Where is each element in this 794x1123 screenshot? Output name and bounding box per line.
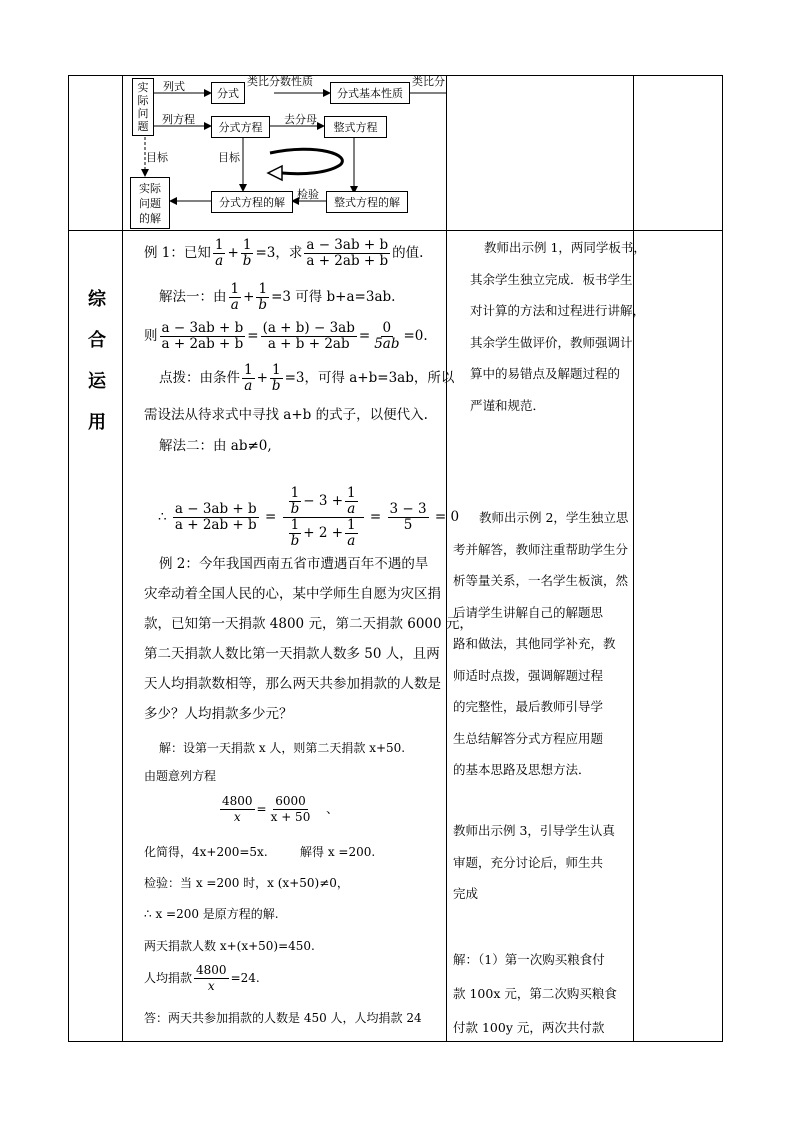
numerator	[283, 486, 364, 518]
denominator: 5	[403, 517, 413, 533]
fraction	[261, 321, 357, 352]
side-label-char: 合	[88, 330, 106, 351]
numerator: 1	[347, 517, 356, 533]
fraction	[160, 321, 246, 352]
sol2-line: 化简得，4x+200=5x.	[144, 845, 268, 859]
example-2-line: 例 2：今年我国西南五省市遭遇百年不遇的旱	[159, 556, 429, 572]
note-line: 严谨和规范．	[470, 397, 546, 413]
box-line: 的解	[139, 211, 161, 225]
denominator	[242, 379, 254, 394]
text: 解法一：由	[159, 289, 227, 305]
fraction	[289, 486, 302, 517]
example-2-line: 多少？人均捐款多少元？	[144, 706, 293, 722]
box-char: 实	[137, 81, 149, 94]
solution-1-line: 解法一：由 $\frac{1}{a}$ + $\frac{1}{b}$ =3 可得 b+a=3ab.	[159, 281, 396, 313]
text: − 3 +	[303, 493, 344, 509]
note-line: 解：（1）第一次购买粮食付	[453, 952, 605, 967]
denominator	[345, 534, 357, 549]
denominator	[213, 254, 225, 269]
text: =3 可得 b+a=3ab.	[271, 289, 396, 305]
box-fraction-equation: 分式方程	[211, 116, 270, 138]
numerator: 4800	[196, 963, 227, 977]
var: x	[233, 810, 241, 824]
text: = 0	[434, 509, 460, 525]
text: 例 1：已知	[144, 245, 211, 261]
numerator: 4800	[222, 794, 253, 808]
example-2-block	[144, 549, 473, 729]
fraction	[213, 238, 226, 269]
tip-line-2: 需设法从待求式中寻找 a+b 的式子，以便代入.	[144, 407, 428, 423]
denominator	[232, 810, 243, 825]
teacher-note-4	[453, 943, 617, 1045]
note-line: 生总结解答分式方程应用题	[453, 730, 604, 746]
note-line: 审题，充分讨论后，师生共	[453, 854, 604, 870]
note-line: 考并解答，教师注重帮助学生分	[453, 541, 629, 557]
box-integral-equation-solution: 整式方程的解	[326, 191, 408, 213]
fraction	[173, 502, 259, 533]
sol2-line	[144, 963, 260, 994]
text: 则	[144, 328, 158, 344]
fraction	[229, 282, 242, 313]
denominator	[206, 979, 217, 994]
var: a	[215, 253, 224, 269]
var: a	[347, 533, 356, 549]
sol2-line: 解：设第一天捐款 x 人，则第二天捐款 x+50.	[159, 741, 406, 755]
text: ∴	[158, 509, 167, 525]
side-label-char: 用	[88, 412, 106, 433]
denominator: a + 2ab + b	[161, 336, 244, 352]
text: 、	[326, 802, 339, 816]
denominator: a + 2ab + b	[174, 517, 257, 533]
denominator	[372, 337, 401, 352]
sol2-line: 解得 x =200.	[300, 845, 376, 859]
sol2-line: ∴ x =200 是原方程的解.	[144, 907, 279, 921]
var: a	[347, 501, 356, 517]
side-label-char: 综	[88, 289, 106, 310]
fraction	[270, 363, 283, 394]
numerator: a − 3ab + b	[161, 320, 244, 336]
denominator: a + 2ab + b	[306, 253, 389, 269]
note-line: 其余学生做评价，教师强调计	[470, 334, 633, 350]
numerator: a − 3ab + b	[306, 237, 389, 253]
sol2-line: 两天捐款人数 x+(x+50)=450.	[144, 939, 315, 953]
var: b	[258, 297, 268, 313]
box-practical-problem	[132, 78, 154, 136]
denominator	[229, 298, 241, 313]
side-label-char: 运	[88, 371, 106, 392]
var: b	[290, 533, 300, 549]
fraction	[256, 282, 269, 313]
denominator	[289, 502, 302, 517]
box-integral-equation: 整式方程	[324, 116, 387, 138]
note-line: 完成	[453, 886, 479, 901]
text: =	[369, 509, 382, 525]
numerator: 1	[242, 237, 252, 253]
arrow-label-check: 检验	[297, 188, 319, 201]
numerator: (a + b) − 3ab	[262, 320, 355, 336]
text: =0.	[403, 328, 428, 344]
text: =	[256, 802, 267, 816]
fraction	[345, 486, 358, 517]
fraction	[304, 238, 390, 269]
var: b	[271, 378, 281, 394]
numerator: 1	[290, 517, 300, 533]
note-line: 款 100x 元，第二次购买粮食	[453, 986, 617, 1001]
box-fraction: 分式	[211, 82, 245, 104]
text: =3，可得 a+b=3ab，所以	[284, 370, 455, 386]
solution-2-equation	[158, 486, 459, 549]
note-line: 教师出示例 1，两同学板书，	[484, 240, 646, 255]
denominator	[270, 379, 283, 394]
fraction	[372, 321, 401, 352]
denominator	[345, 502, 357, 517]
text: =24.	[230, 971, 260, 985]
numerator: 1	[214, 237, 224, 253]
denominator	[241, 254, 254, 269]
arrow-label-analogy: 类比分数性质	[247, 75, 313, 88]
solution-2-line: 解法二：由 ab≠0,	[159, 438, 272, 454]
text: =	[264, 509, 277, 525]
example-2-line: 第二天捐款人数比第一天捐款人数多 50 人，且两	[144, 646, 440, 662]
note-line: 的完整性，最后教师引导学	[453, 699, 604, 714]
text: =	[247, 328, 259, 344]
numerator: 1	[258, 281, 268, 297]
example-2-line: 天人均捐款数相等，那么两天共参加捐款的人数是	[144, 676, 441, 692]
numerator: 3 − 3	[389, 501, 427, 517]
numerator: 1	[230, 281, 240, 297]
var: b	[290, 501, 300, 517]
fraction	[289, 518, 302, 549]
fraction	[269, 794, 313, 825]
numerator: 1	[347, 485, 356, 501]
denominator: a + b + 2ab	[267, 336, 350, 352]
note-line: 教师出示例 2，学生独立思	[479, 510, 629, 525]
example-2-line: 灾牵动着全国人民的心，某中学师生自愿为灾区捐	[144, 586, 441, 602]
example-1-line: 例 1：已知 $\frac{1}{a}$ + $\frac{1}{b}$ =3，求 $\frac{a - 3ab + b}{a + 2ab + b}$ 的值.	[144, 237, 424, 269]
numerator: 0	[382, 320, 392, 336]
teacher-note-2	[453, 502, 628, 786]
arrow-label-goal: 目标	[146, 151, 168, 164]
note-line: 其余学生独立完成．板书学生	[470, 271, 633, 287]
text: 的值.	[392, 245, 424, 261]
note-line: 对计算的方法和过程进行讲解，	[470, 303, 646, 318]
box-char: 题	[137, 120, 149, 133]
denominator	[283, 518, 364, 549]
fraction	[220, 794, 255, 825]
note-line: 师适时点拨，强调解题过程	[453, 667, 604, 683]
fraction	[194, 963, 229, 994]
text: =3，求	[255, 245, 303, 261]
fraction	[388, 502, 429, 533]
numerator: 1	[290, 485, 300, 501]
fraction	[345, 518, 358, 549]
example-2-line: 款，已知第一天捐款 4800 元，第二天捐款 6000 元，	[144, 616, 473, 632]
box-char: 问	[137, 107, 149, 120]
numerator: 1	[244, 362, 253, 378]
var: a	[244, 378, 253, 394]
text: 人均捐款	[144, 971, 193, 985]
sol2-equation	[218, 794, 338, 825]
sol2-line: 答：两天共参加捐款的人数是 450 人，人均捐款 24	[144, 1011, 422, 1025]
arrow-label-analogy-cut: 类比分	[412, 75, 445, 88]
arrow-label-remove-denominator: 去分母	[284, 113, 317, 126]
var: x	[207, 979, 215, 993]
numerator: 6000	[275, 794, 306, 808]
arrow-label-list-eq: 列方程	[162, 113, 195, 126]
fraction	[241, 238, 254, 269]
solution-1-equation	[144, 321, 428, 352]
var: a	[230, 297, 239, 313]
text: + 2 +	[303, 525, 344, 541]
sol2-line: 由题意列方程	[144, 769, 217, 783]
note-line: 析等量关系，一名学生板演，然	[453, 573, 629, 588]
arrow-label-goal: 目标	[218, 151, 240, 164]
note-line: 的基本思路及思想方法．	[453, 762, 591, 777]
box-line: 实际	[139, 181, 161, 195]
box-practical-solution	[130, 177, 170, 229]
arrow-label-list-expr: 列式	[163, 80, 185, 93]
note-line: 教师出示例 3，引导学生认真	[453, 823, 615, 838]
denominator	[289, 534, 302, 549]
box-char: 际	[137, 94, 149, 107]
denominator	[256, 298, 269, 313]
tip-line: 点拨：由条件 $\frac{1}{a}$ + $\frac{1}{b}$ =3，可得 a+b=3ab，所以	[159, 362, 455, 394]
teacher-note-3	[453, 815, 615, 910]
box-fraction-basic-property: 分式基本性质	[330, 82, 410, 104]
note-line: 后请学生讲解自己的解题思	[453, 604, 604, 620]
note-line: 路和做法，其他同学补充，教	[453, 636, 616, 651]
box-fraction-equation-solution: 分式方程的解	[211, 191, 293, 213]
numerator: a − 3ab + b	[174, 501, 257, 517]
note-line: 付款 100y 元，两次共付款	[453, 1020, 605, 1035]
denominator: x + 50	[270, 810, 311, 824]
box-line: 问题	[139, 196, 161, 210]
numerator: 1	[271, 362, 281, 378]
var: 5ab	[374, 336, 400, 352]
teacher-note-1	[470, 232, 646, 421]
big-fraction	[283, 486, 364, 549]
fraction	[242, 363, 255, 394]
text: 点拨：由条件	[159, 370, 240, 386]
sol2-line: 检验：当 x =200 时，x (x+50)≠0，	[144, 876, 349, 890]
note-line: 算中的易错点及解题过程的	[470, 366, 621, 381]
text: =	[358, 328, 371, 344]
var: b	[242, 253, 252, 269]
